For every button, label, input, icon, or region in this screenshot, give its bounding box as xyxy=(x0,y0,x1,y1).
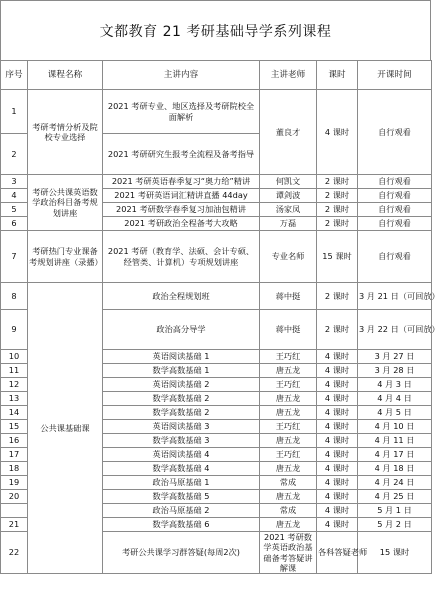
content-cell: 数学高数基础 2 xyxy=(103,392,260,406)
page-title: 文都教育 21 考研基础导学系列课程 xyxy=(0,0,431,60)
seq-cell: 15 xyxy=(1,420,28,434)
content-cell: 政治全程规划班 xyxy=(103,283,260,310)
time-cell: 4 月 4 日 xyxy=(358,392,432,406)
seq-cell: 17 xyxy=(1,448,28,462)
teacher-cell: 唐五龙 xyxy=(260,462,317,476)
hours-cell: 15 课时 xyxy=(317,231,358,283)
header-course: 课程名称 xyxy=(28,61,103,90)
time-cell: 4 月 18 日 xyxy=(358,462,432,476)
content-cell: 政治高分导学 xyxy=(103,310,260,350)
header-time: 开课时间 xyxy=(358,61,432,90)
hours-cell: 2 课时 xyxy=(317,283,358,310)
teacher-cell: 何凯文 xyxy=(260,175,317,189)
teacher-cell: 唐五龙 xyxy=(260,392,317,406)
content-cell: 英语阅读基础 3 xyxy=(103,420,260,434)
seq-cell: 10 xyxy=(1,350,28,364)
seq-cell: 21 xyxy=(1,518,28,532)
seq-cell: 8 xyxy=(1,283,28,310)
table-row xyxy=(1,231,432,283)
teacher-cell: 董良才 xyxy=(260,90,317,175)
content-cell: 数学高数基础 3 xyxy=(103,434,260,448)
teacher-cell: 万磊 xyxy=(260,217,317,231)
hours-cell: 15 课时 xyxy=(358,532,432,574)
course-name-cell: 考研热门专业课备考规划讲座（录播） xyxy=(28,231,103,283)
seq-cell: 4 xyxy=(1,189,28,203)
content-cell: 政治马原基础 1 xyxy=(103,476,260,490)
course-name-cell: 考研考情分析及院校专业选择 xyxy=(28,90,103,175)
course-name-cell: 公共课基础课 xyxy=(28,283,103,574)
table-row xyxy=(1,175,432,189)
content-cell: 2021 考研政治全程备考大攻略 xyxy=(103,217,260,231)
header-teacher: 主讲老师 xyxy=(260,61,317,90)
content-cell: 2021 考研（教育学、法硕、会计专硕、经管类、计算机）专项规划讲座 xyxy=(103,231,260,283)
teacher-cell: 王巧红 xyxy=(260,350,317,364)
time-cell: 4 月 11 日 xyxy=(358,434,432,448)
teacher-cell: 王巧红 xyxy=(260,378,317,392)
seq-cell: 6 xyxy=(1,217,28,231)
teacher-cell: 谭剑波 xyxy=(260,189,317,203)
hours-cell: 4 课时 xyxy=(317,462,358,476)
seq-cell: 14 xyxy=(1,406,28,420)
content-cell: 英语阅读基础 2 xyxy=(103,378,260,392)
teacher-cell: 唐五龙 xyxy=(260,518,317,532)
time-cell: 4 月 10 日 xyxy=(358,420,432,434)
teacher-cell: 唐五龙 xyxy=(260,406,317,420)
hours-cell: 4 课时 xyxy=(317,504,358,518)
header-content: 主讲内容 xyxy=(103,61,260,90)
content-cell: 2021 考研英语春季复习“奥力给”精讲 xyxy=(103,175,260,189)
hours-cell: 4 课时 xyxy=(317,434,358,448)
seq-cell: 11 xyxy=(1,364,28,378)
hours-cell: 4 课时 xyxy=(317,364,358,378)
content-cell: 数学高数基础 5 xyxy=(103,490,260,504)
time-cell: 自行观看 xyxy=(358,90,432,175)
header-seq: 序号 xyxy=(1,61,28,90)
time-cell: 自行观看 xyxy=(358,217,432,231)
teacher-cell: 蒋中挺 xyxy=(260,310,317,350)
time-cell: 自行观看 xyxy=(358,203,432,217)
seq-cell: 5 xyxy=(1,203,28,217)
seq-cell: 16 xyxy=(1,434,28,448)
header-hours: 课时 xyxy=(317,61,358,90)
content-cell: 2021 考研专业、地区选择及考研院校全面解析 xyxy=(103,90,260,134)
teacher-cell: 各科答疑老师 xyxy=(317,532,358,574)
content-cell: 数学高数基础 2 xyxy=(103,406,260,420)
content-cell: 英语阅读基础 4 xyxy=(103,448,260,462)
teacher-cell: 唐五龙 xyxy=(260,490,317,504)
time-cell: 4 月 5 日 xyxy=(358,406,432,420)
teacher-cell: 唐五龙 xyxy=(260,364,317,378)
hours-cell: 4 课时 xyxy=(317,406,358,420)
time-cell: 5 月 2 日 xyxy=(358,518,432,532)
hours-cell: 2 课时 xyxy=(317,217,358,231)
seq-cell: 3 xyxy=(1,175,28,189)
time-cell: 3 月 22 日（可回放） xyxy=(358,310,432,350)
hours-cell: 2 课时 xyxy=(317,203,358,217)
teacher-cell: 蒋中挺 xyxy=(260,283,317,310)
seq-cell: 20 xyxy=(1,490,28,504)
hours-cell: 4 课时 xyxy=(317,378,358,392)
time-cell: 4 月 24 日 xyxy=(358,476,432,490)
time-cell: 自行观看 xyxy=(358,231,432,283)
content-cell: 数学高数基础 4 xyxy=(103,462,260,476)
time-cell: 4 月 3 日 xyxy=(358,378,432,392)
hours-cell: 2 课时 xyxy=(317,189,358,203)
hours-cell: 2 课时 xyxy=(317,175,358,189)
teacher-cell: 王巧红 xyxy=(260,448,317,462)
course-name-cell: 考研公共课英语数学政治科目备考规划讲座 xyxy=(28,175,103,231)
seq-cell: 12 xyxy=(1,378,28,392)
seq-cell: 19 xyxy=(1,476,28,490)
course-name-cell: 考研公共课学习群答疑(每周2次) xyxy=(103,532,260,574)
table-row xyxy=(1,90,432,134)
content-cell: 数学高数基础 1 xyxy=(103,364,260,378)
hours-cell: 4 课时 xyxy=(317,392,358,406)
teacher-cell: 专业名师 xyxy=(260,231,317,283)
header-row xyxy=(1,61,432,90)
table-row xyxy=(1,283,432,310)
time-cell: 3 月 27 日 xyxy=(358,350,432,364)
teacher-cell: 常成 xyxy=(260,504,317,518)
hours-cell: 4 课时 xyxy=(317,518,358,532)
content-cell: 2021 考研研究生报考全流程及备考指导 xyxy=(103,134,260,175)
time-cell: 5 月 1 日 xyxy=(358,504,432,518)
content-cell: 2021 考研数学英语政治基础备考答疑讲解课 xyxy=(260,532,317,574)
time-cell: 3 月 28 日 xyxy=(358,364,432,378)
seq-cell: 18 xyxy=(1,462,28,476)
teacher-cell: 唐五龙 xyxy=(260,434,317,448)
time-cell: 3 月 21 日（可回放） xyxy=(358,283,432,310)
content-cell: 数学高数基础 6 xyxy=(103,518,260,532)
course-schedule-table xyxy=(0,60,440,574)
content-cell: 2021 考研英语词汇精讲直播 44day xyxy=(103,189,260,203)
teacher-cell: 常成 xyxy=(260,476,317,490)
seq-cell: 2 xyxy=(1,134,28,175)
seq-cell: 7 xyxy=(1,231,28,283)
seq-cell: 1 xyxy=(1,90,28,134)
hours-cell: 4 课时 xyxy=(317,90,358,175)
seq-cell: 9 xyxy=(1,310,28,350)
hours-cell: 4 课时 xyxy=(317,490,358,504)
seq-cell: 22 xyxy=(1,532,28,574)
hours-cell: 4 课时 xyxy=(317,476,358,490)
hours-cell: 2 课时 xyxy=(317,310,358,350)
time-cell: 4 月 25 日 xyxy=(358,490,432,504)
content-cell: 政治马原基础 2 xyxy=(103,504,260,518)
seq-cell xyxy=(1,504,28,518)
hours-cell: 4 课时 xyxy=(317,448,358,462)
content-cell: 英语阅读基础 1 xyxy=(103,350,260,364)
time-cell: 自行观看 xyxy=(358,175,432,189)
hours-cell: 4 课时 xyxy=(317,420,358,434)
content-cell: 2021 考研数学春季复习加油包精讲 xyxy=(103,203,260,217)
seq-cell: 13 xyxy=(1,392,28,406)
teacher-cell: 王巧红 xyxy=(260,420,317,434)
time-cell: 自行观看 xyxy=(358,189,432,203)
hours-cell: 4 课时 xyxy=(317,350,358,364)
time-cell: 4 月 17 日 xyxy=(358,448,432,462)
teacher-cell: 汤家凤 xyxy=(260,203,317,217)
